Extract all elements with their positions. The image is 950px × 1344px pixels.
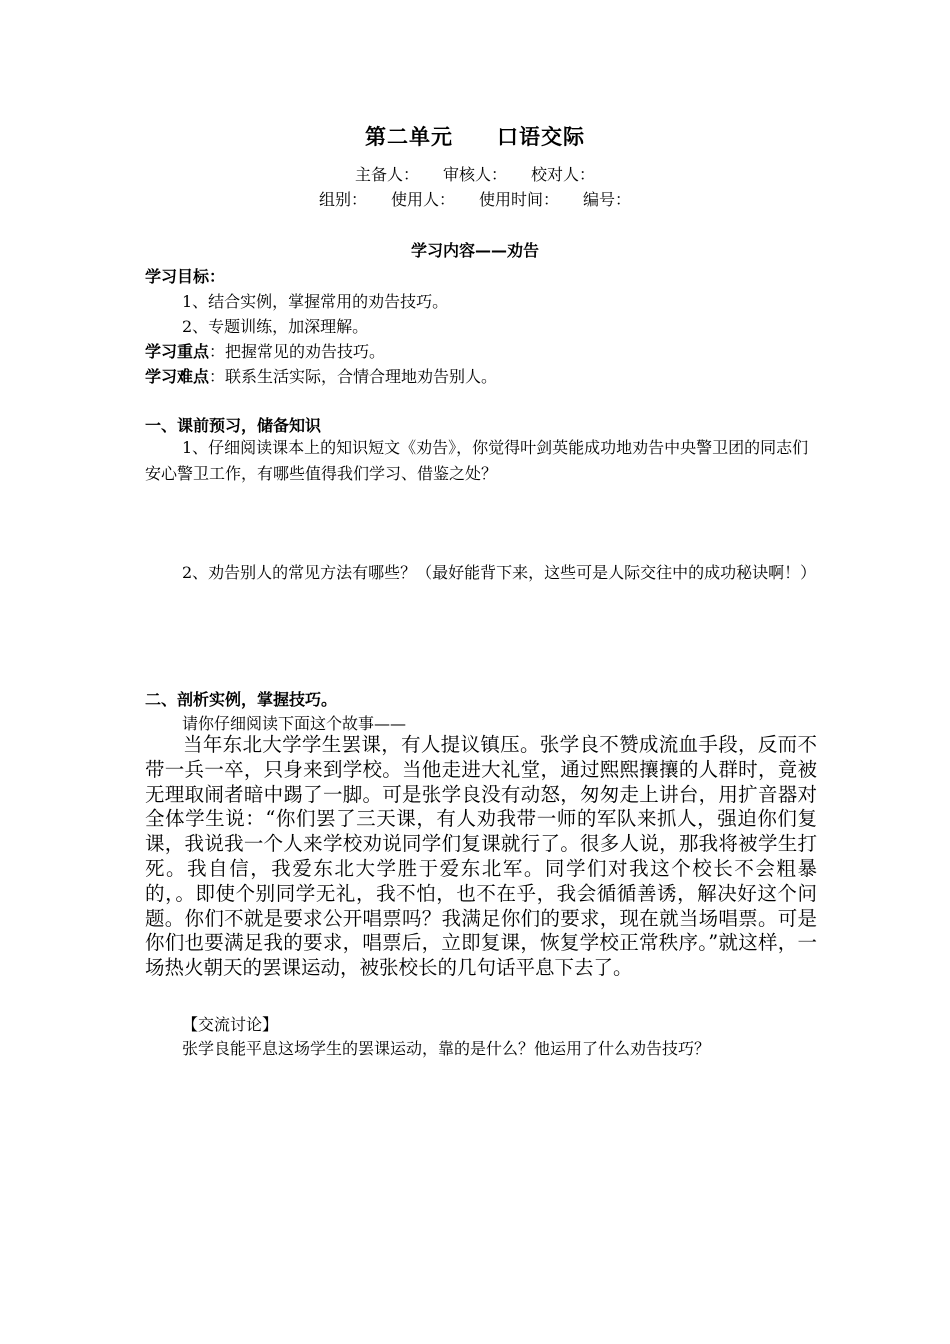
meta-line-usage: 组别： 使用人： 使用时间： 编号： [318,190,631,209]
section1-question-1: 1、仔细阅读课本上的知识短文《劝告》，你觉得叶剑英能成功地劝告中央警卫团的同志们安心警卫工作，有哪些值得我们学习、借鉴之处？ [145,438,809,483]
story-intro: 请你仔细阅读下面这个故事—— [182,714,407,733]
section2-heading: 二、剖析实例，掌握技巧。 [145,690,338,709]
goal-item: 2、专题训练，加深理解。 [182,317,369,336]
difficulty-text: ：联系生活实际，合情合理地劝告别人。 [209,367,498,386]
page-title: 第二单元 口语交际 [365,125,585,149]
story-text: 当年东北大学学生罢课，有人提议镇压。张学良不赞成流血手段，反而不带一兵一卒，只身来到学校。当他走进大礼堂，通过熙熙攘攘的人群时，竟被无理取闹者暗中踢了一脚。可是张学良没有动怒，匆匆走上讲台，用扩音器对全体学生说：“你们罢了三天课，有人劝我带一师的军队来抓人，强迫你们复课，我说我一个人来学校劝说同学们复课就行了。很多人说，那我将被学生打死。我自信，我爱东北大学胜于爱东北军。同学们对我这个校长不会粗暴的，。即使个别同学无礼，我不怕，也不在乎，我会循循善诱，解决好这个问题。你们不就是要求公开唱票吗？我满足你们的要求，现在就当场唱票。可是你们也要满足我的要求，唱票后，立即复课，恢复学校正常秩序。”就这样，一场热火朝天的罢课运动，被张校长的几句话平息下去了。 [145,733,817,980]
lesson-subtitle: 学习内容——劝告 [410,241,539,260]
discussion-label: 【交流讨论】 [182,1015,279,1034]
goal-item: 1、结合实例，掌握常用的劝告技巧。 [182,292,449,311]
section1-heading: 一、课前预习，储备知识 [145,416,322,435]
meta-line-authors: 主备人： 审核人： 校对人： [354,165,595,184]
goals-heading: 学习目标： [145,267,226,286]
discussion-question: 张学良能平息这场学生的罢课运动，靠的是什么？他运用了什么劝告技巧？ [182,1039,711,1058]
key-point-text: ：把握常见的劝告技巧。 [209,342,386,361]
difficulty-label: 学习难点 [145,367,210,386]
key-point-line [145,339,385,362]
key-point-label: 学习重点 [145,342,210,361]
section1-question-2: 2、劝告别人的常见方法有哪些？（最好能背下来，这些可是人际交往中的成功秘诀啊！） [182,563,817,582]
difficulty-line [145,364,497,387]
